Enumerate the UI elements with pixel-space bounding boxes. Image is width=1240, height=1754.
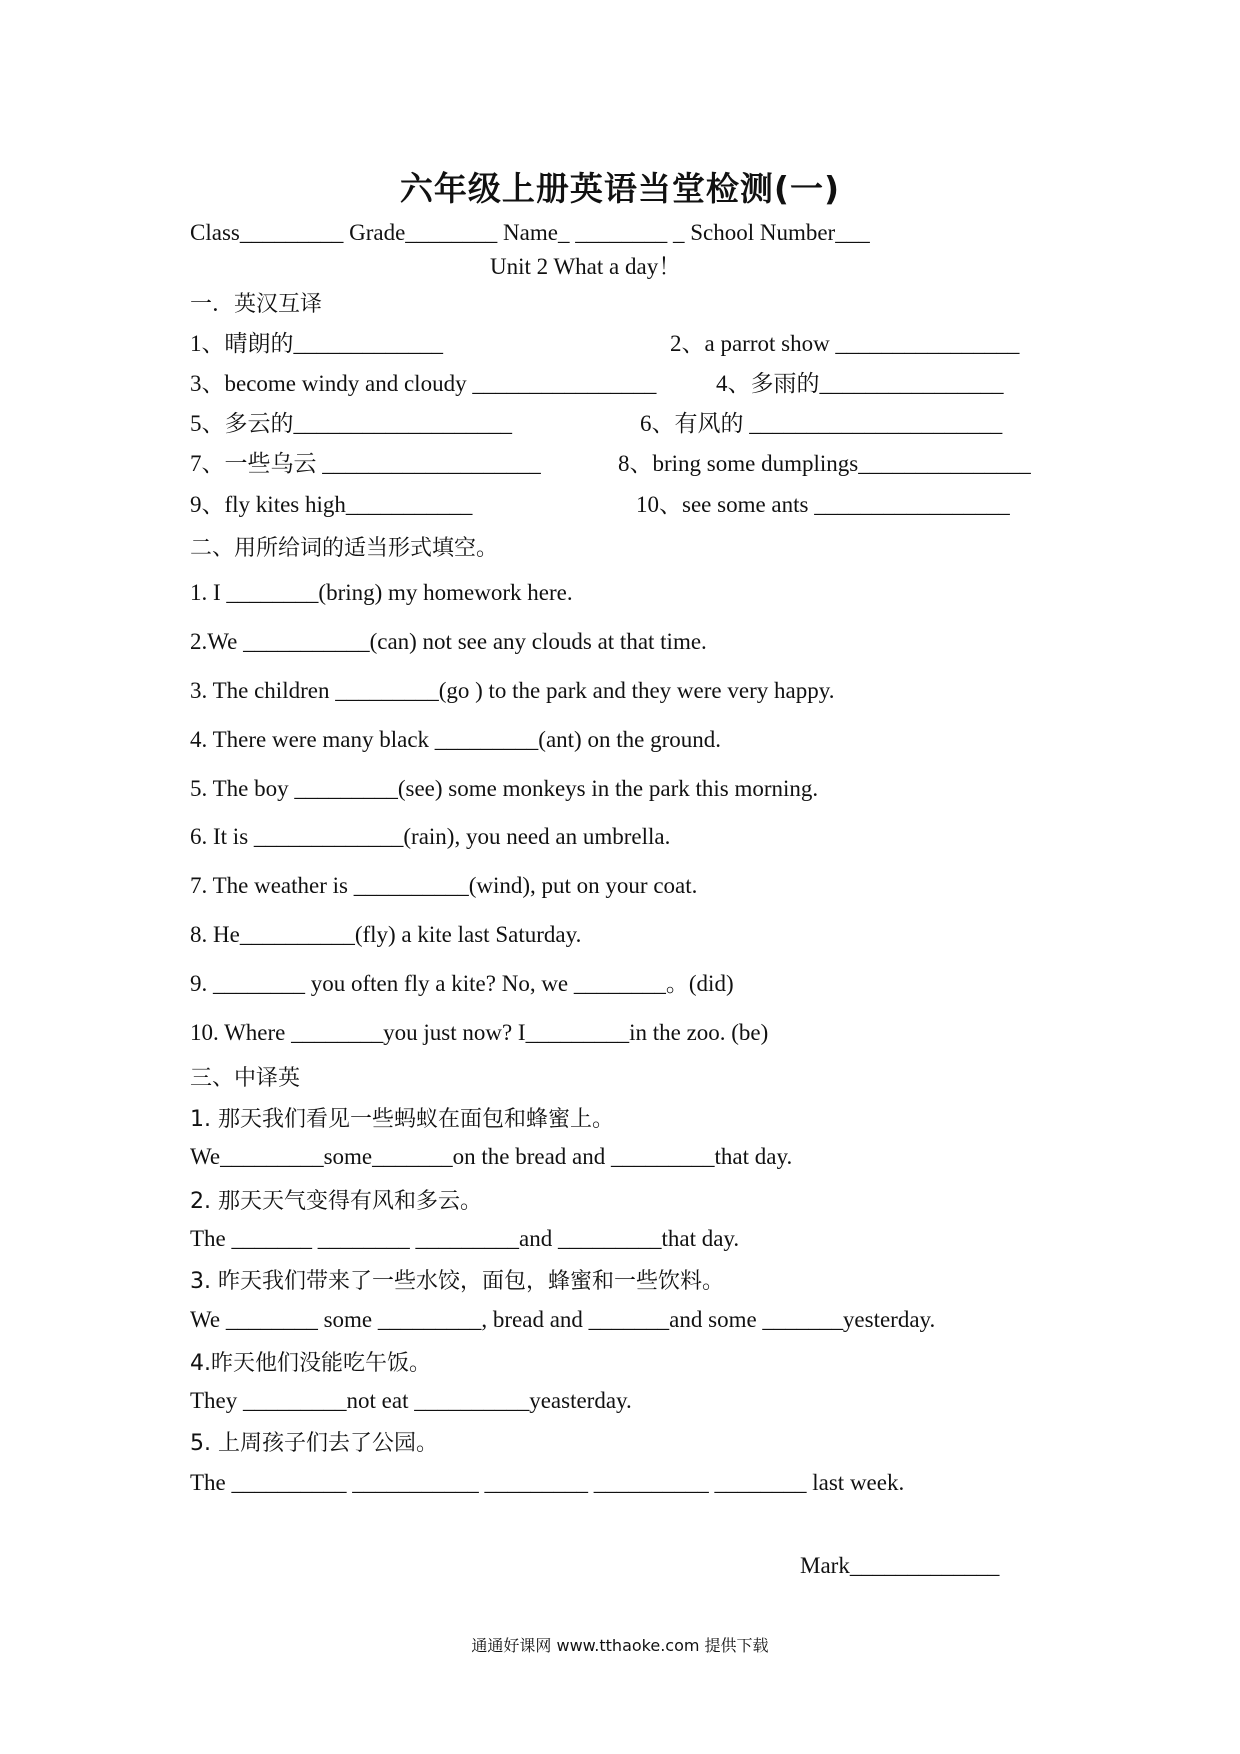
translate-item: 6、有风的 ______________________ xyxy=(640,411,1003,436)
translate-item: 3、become windy and cloudy ________________ xyxy=(190,371,657,396)
section2-heading: 二、用所给词的适当形式填空。 xyxy=(190,536,499,561)
fill-blank-item: 5. The boy _________(see) some monkeys in the park this morning. xyxy=(190,776,819,801)
fill-blank-item: 10. Where ________you just now? I_________in the zoo. (be) xyxy=(190,1020,769,1045)
translate-item: 2、a parrot show ________________ xyxy=(670,331,1020,356)
translate-item: 8、bring some dumplings_______________ xyxy=(618,451,1031,476)
translation-prompt: 4.昨天他们没能吃午饭。 xyxy=(190,1351,431,1376)
section3-heading: 三、中译英 xyxy=(190,1066,301,1091)
translate-item: 10、see some ants _________________ xyxy=(636,492,1010,517)
translation-prompt: 3. 昨天我们带来了一些水饺，面包，蜂蜜和一些饮料。 xyxy=(190,1269,724,1294)
fill-blank-item: 6. It is _____________(rain), you need an umbrella. xyxy=(190,824,671,849)
section1-heading: 一．英汉互译 xyxy=(190,292,323,317)
translation-prompt: 2. 那天天气变得有风和多云。 xyxy=(190,1189,482,1214)
translation-answer-line: The __________ ___________ _________ __________ ________ last week. xyxy=(190,1470,905,1495)
translate-item: 5、多云的___________________ xyxy=(190,411,512,436)
fill-blank-item: 3. The children _________(go ) to the park and they were very happy. xyxy=(190,678,835,703)
translation-answer-line: We ________ some _________, bread and _______and some _______yesterday. xyxy=(190,1307,936,1332)
student-info-line: Class_________ Grade________ Name_ ________ _ School Number___ xyxy=(190,220,870,245)
page-title: 六年级上册英语当堂检测(一) xyxy=(399,169,841,208)
mark-field: Mark_____________ xyxy=(800,1553,1000,1578)
fill-blank-item: 2.We ___________(can) not see any clouds at that time. xyxy=(190,629,707,654)
unit-subtitle: Unit 2 What a day！ xyxy=(490,254,682,279)
fill-blank-item: 9. ________ you often fly a kite? No, we ________。(did) xyxy=(190,971,734,996)
translation-answer-line: The _______ ________ _________and _________that day. xyxy=(190,1226,740,1251)
translate-item: 9、fly kites high___________ xyxy=(190,492,473,517)
fill-blank-item: 4. There were many black _________(ant) on the ground. xyxy=(190,727,721,752)
fill-blank-item: 1. I ________(bring) my homework here. xyxy=(190,580,573,605)
fill-blank-item: 8. He__________(fly) a kite last Saturday. xyxy=(190,922,582,947)
translate-item: 7、一些乌云 ___________________ xyxy=(190,451,541,476)
translation-answer-line: They _________not eat __________yeasterday. xyxy=(190,1388,632,1413)
translation-answer-line: We_________some_______on the bread and _________that day. xyxy=(190,1144,793,1169)
footer-credit: 通通好课网 www.tthaoke.com 提供下载 xyxy=(471,1636,769,1655)
translate-item: 4、多雨的________________ xyxy=(716,371,1004,396)
fill-blank-item: 7. The weather is __________(wind), put on your coat. xyxy=(190,873,698,898)
translation-prompt: 1. 那天我们看见一些蚂蚁在面包和蜂蜜上。 xyxy=(190,1107,614,1132)
translate-item: 1、晴朗的_____________ xyxy=(190,331,443,356)
translation-prompt: 5. 上周孩子们去了公园。 xyxy=(190,1431,438,1456)
